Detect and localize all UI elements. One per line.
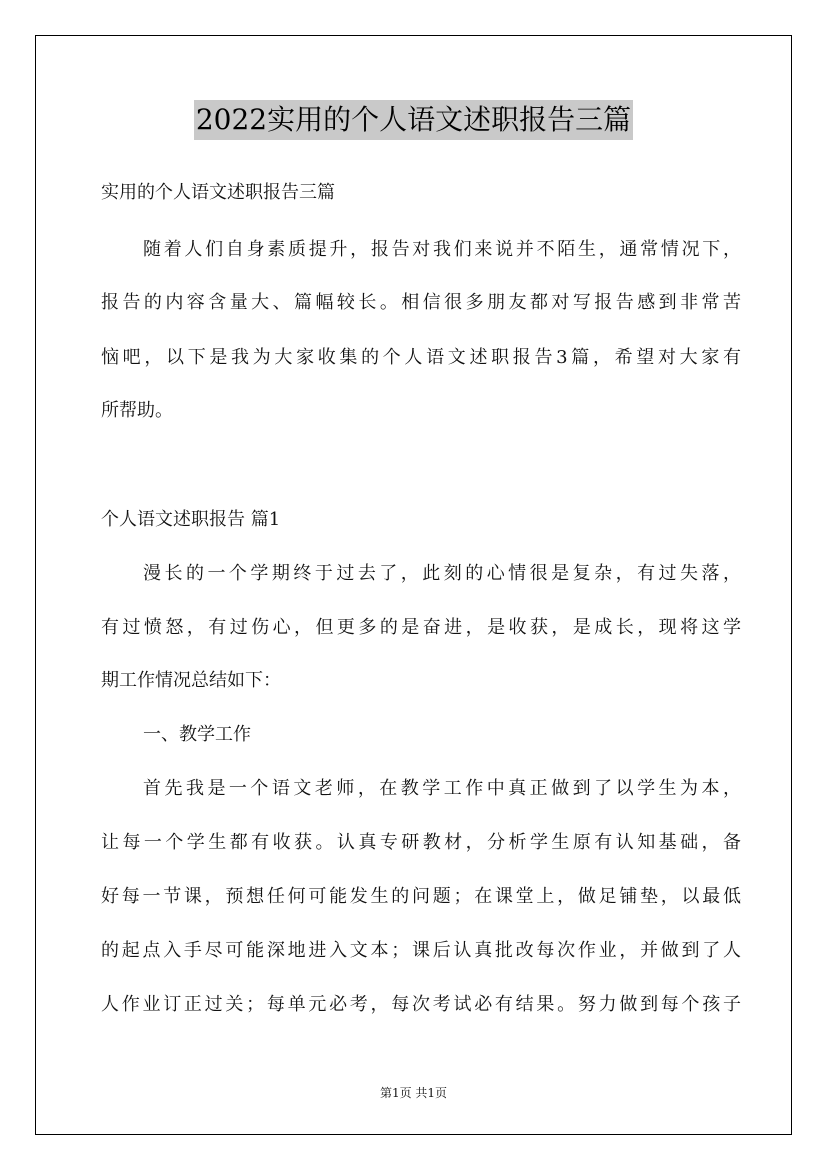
- paragraph-line: 随着人们自身素质提升，报告对我们来说并不陌生，通常情况下，: [143, 239, 741, 260]
- paragraph-line: 人作业订正过关；每单元必考，每次考试必有结果。努力做到每个孩子: [101, 994, 741, 1015]
- paragraph-line: 的起点入手尽可能深地进入文本；课后认真批改每次作业，并做到了人: [101, 940, 741, 961]
- section-heading: 个人语文述职报告 篇1: [101, 509, 281, 530]
- paragraph-line: 有过愤怒，有过伤心，但更多的是奋进，是收获，是成长，现将这学: [101, 617, 741, 638]
- paragraph-line: 让每一个学生都有收获。认真专研教材，分析学生原有认知基础，备: [101, 832, 741, 853]
- page-footer: 第1页 共1页: [379, 1086, 448, 1100]
- subsection-heading: 一、教学工作: [143, 724, 251, 745]
- subtitle-line: 实用的个人语文述职报告三篇: [101, 182, 335, 203]
- paragraph-line: 首先我是一个语文老师，在教学工作中真正做到了以学生为本，: [143, 778, 741, 799]
- paragraph-line: 漫长的一个学期终于过去了，此刻的心情很是复杂，有过失落，: [143, 563, 741, 584]
- title-container: [0, 100, 827, 140]
- paragraph-line: 恼吧，以下是我为大家收集的个人语文述职报告3篇，希望对大家有: [101, 347, 741, 368]
- paragraph-line: 好每一节课，预想任何可能发生的问题；在课堂上，做足铺垫，以最低: [101, 886, 741, 907]
- paragraph-line: 期工作情况总结如下：: [101, 670, 281, 691]
- paragraph-line: 所帮助。: [101, 400, 173, 421]
- document-title: 2022实用的个人语文述职报告三篇: [194, 100, 633, 140]
- paragraph-line: 报告的内容含量大、篇幅较长。相信很多朋友都对写报告感到非常苦: [101, 292, 741, 313]
